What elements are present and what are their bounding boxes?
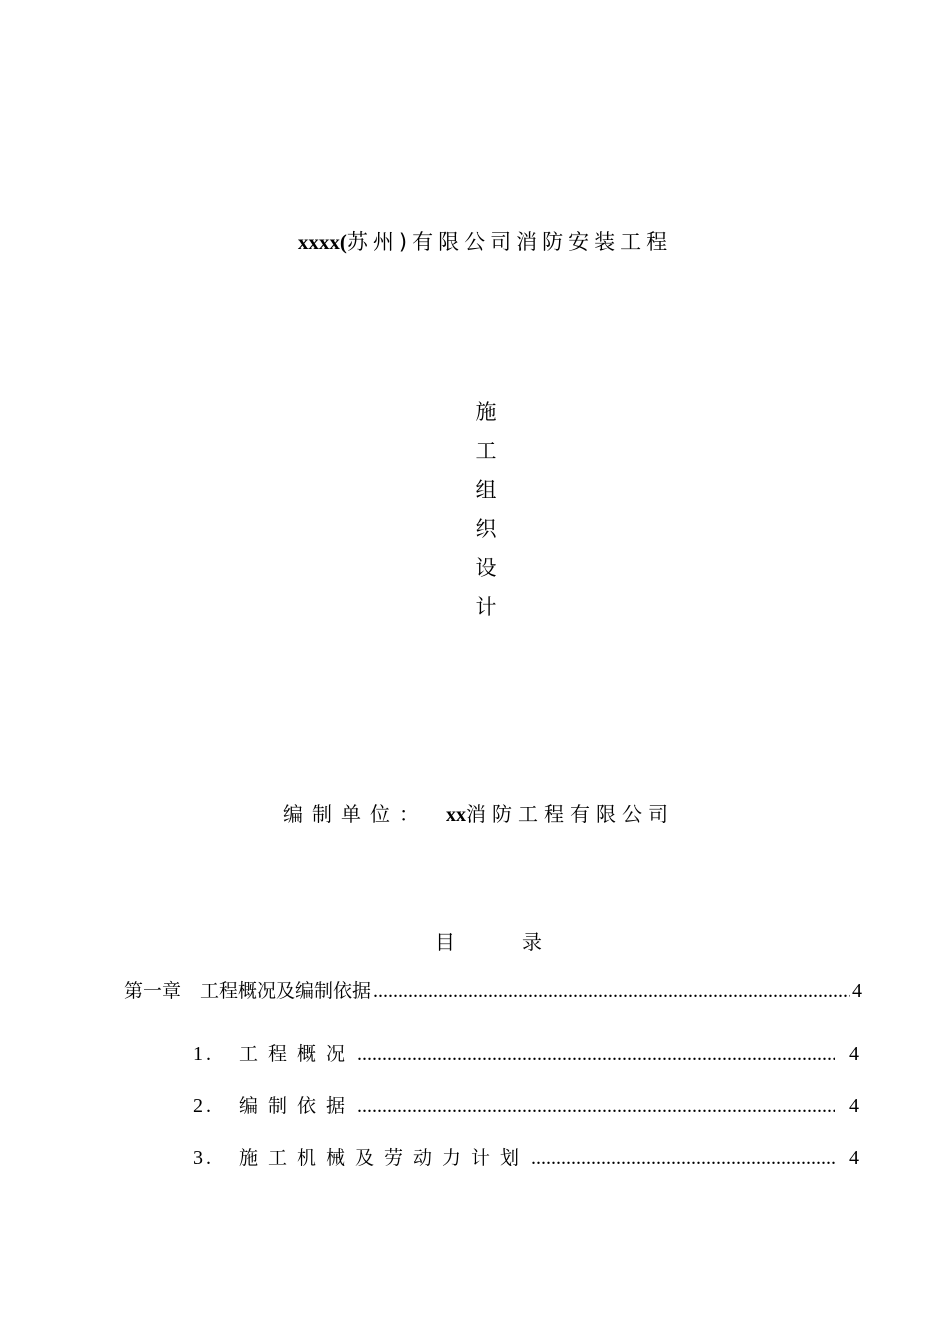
toc-entry-label: 施工机械及劳动力计划 (239, 1147, 530, 1169)
project-title-text: 苏州)有限公司消防安装工程 (346, 230, 673, 254)
project-title (0, 226, 950, 256)
title-char: 工 (475, 439, 497, 463)
toc-entry-number: 2. (193, 1095, 214, 1117)
toc-page-number: 4 (849, 1147, 859, 1169)
toc-page-number: 4 (852, 980, 862, 1002)
toc-page-number: 4 (849, 1043, 859, 1065)
title-char: 施 (475, 400, 497, 424)
toc-leader-dots (357, 1043, 835, 1066)
toc-heading (435, 926, 542, 955)
toc-heading-left: 目 (435, 930, 455, 954)
document-type-title (466, 393, 506, 627)
toc-leader-dots (531, 1147, 835, 1170)
compiler-org-prefix: xx (446, 804, 466, 826)
title-char: 织 (475, 517, 497, 541)
toc-entry[interactable] (193, 1039, 859, 1066)
toc-chapter-label: 第一章 工程概况及编制依据 (124, 980, 372, 1002)
toc-leader-dots (373, 980, 850, 1003)
toc-chapter-entry[interactable] (124, 976, 862, 1003)
toc-entry-label: 编制依据 (239, 1095, 356, 1117)
toc-entry[interactable] (193, 1143, 859, 1170)
compiler-label: 编制单位： (283, 802, 428, 826)
title-char: 组 (475, 478, 497, 502)
toc-heading-right: 录 (522, 930, 542, 954)
compiler-line (283, 798, 674, 827)
title-char: 设 (475, 556, 497, 580)
compiler-org-name: 消防工程有限公司 (466, 802, 674, 826)
toc-entry-number: 1. (193, 1043, 214, 1065)
toc-leader-dots (357, 1095, 835, 1118)
project-title-prefix: xxxx( (297, 230, 347, 254)
toc-page-number: 4 (849, 1095, 859, 1117)
toc-entry[interactable] (193, 1091, 859, 1118)
toc-entry-number: 3. (193, 1147, 214, 1169)
title-char: 计 (475, 595, 497, 619)
toc-entry-label: 工程概况 (239, 1043, 356, 1065)
